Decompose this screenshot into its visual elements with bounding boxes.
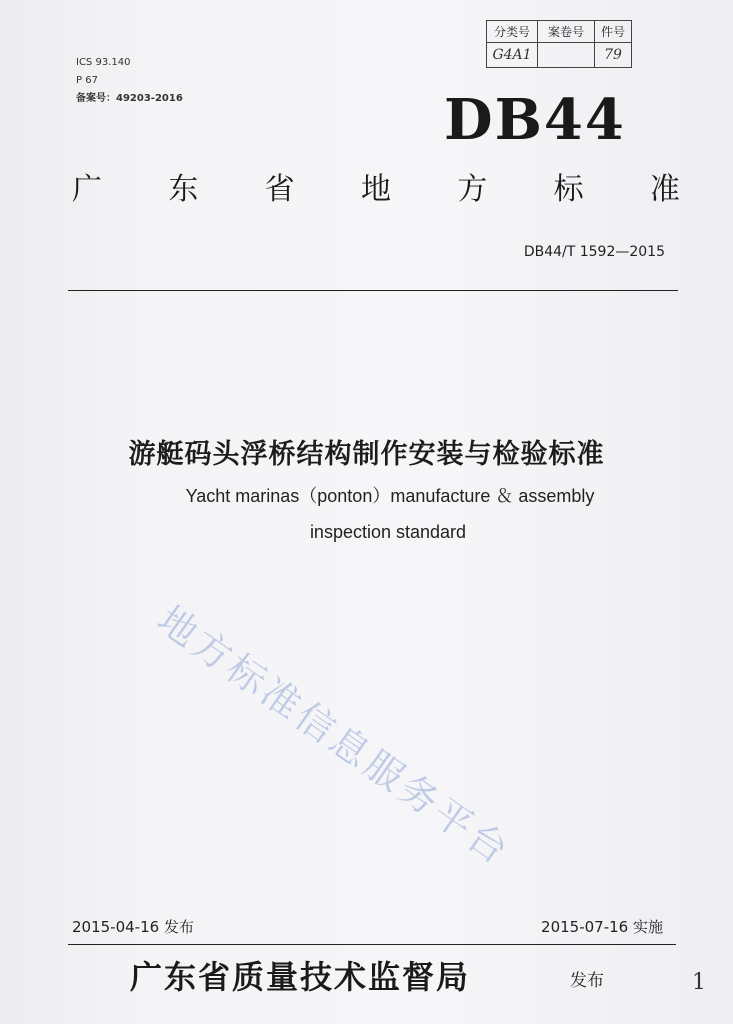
title-english-line1: Yacht marinas（ponton）manufacture ＆ assembly [185, 486, 595, 506]
stamp-header-file: 案卷号 [538, 21, 595, 43]
stamp-value-file [538, 43, 595, 67]
page-number: 1 [692, 970, 706, 995]
top-divider [68, 290, 678, 291]
issued-label: 发布 [570, 971, 604, 991]
title-chinese: 游艇码头浮桥结构制作安装与检验标准 [128, 439, 605, 470]
class-code: P 67 [76, 75, 98, 86]
ics-code: ICS 93.140 [76, 57, 131, 68]
heading-char: 省 [264, 172, 295, 207]
record-number: 备案号：49203-2016 [76, 93, 183, 104]
heading-char: 广 [72, 172, 102, 207]
meta-block [76, 54, 183, 108]
issue-date: 2015-04-16 发布 [72, 918, 194, 936]
stamp-value-item: 79 [604, 47, 622, 63]
stamp-value-class: G4A1 [487, 43, 538, 67]
heading-char: 东 [168, 172, 199, 207]
heading-char: 方 [457, 172, 488, 207]
bottom-divider [68, 944, 676, 945]
province-standard-heading [72, 168, 680, 212]
standard-code-logo: DB44 [444, 87, 626, 153]
standard-number: DB44/T 1592—2015 [523, 244, 665, 260]
implementation-date: 2015-07-16 实施 [541, 918, 663, 936]
title-english-line2: inspection standard [309, 522, 467, 542]
heading-char: 准 [649, 172, 680, 207]
stamp-header-class: 分类号 [487, 21, 538, 43]
stamp-header-item: 件号 [595, 21, 631, 43]
watermark-text: 地方标准信息服务平台 [149, 597, 519, 875]
heading-char: 标 [553, 172, 584, 207]
issuing-authority: 广东省质量技术监督局 [130, 958, 471, 996]
archive-stamp [486, 20, 632, 68]
heading-char: 地 [360, 172, 391, 207]
